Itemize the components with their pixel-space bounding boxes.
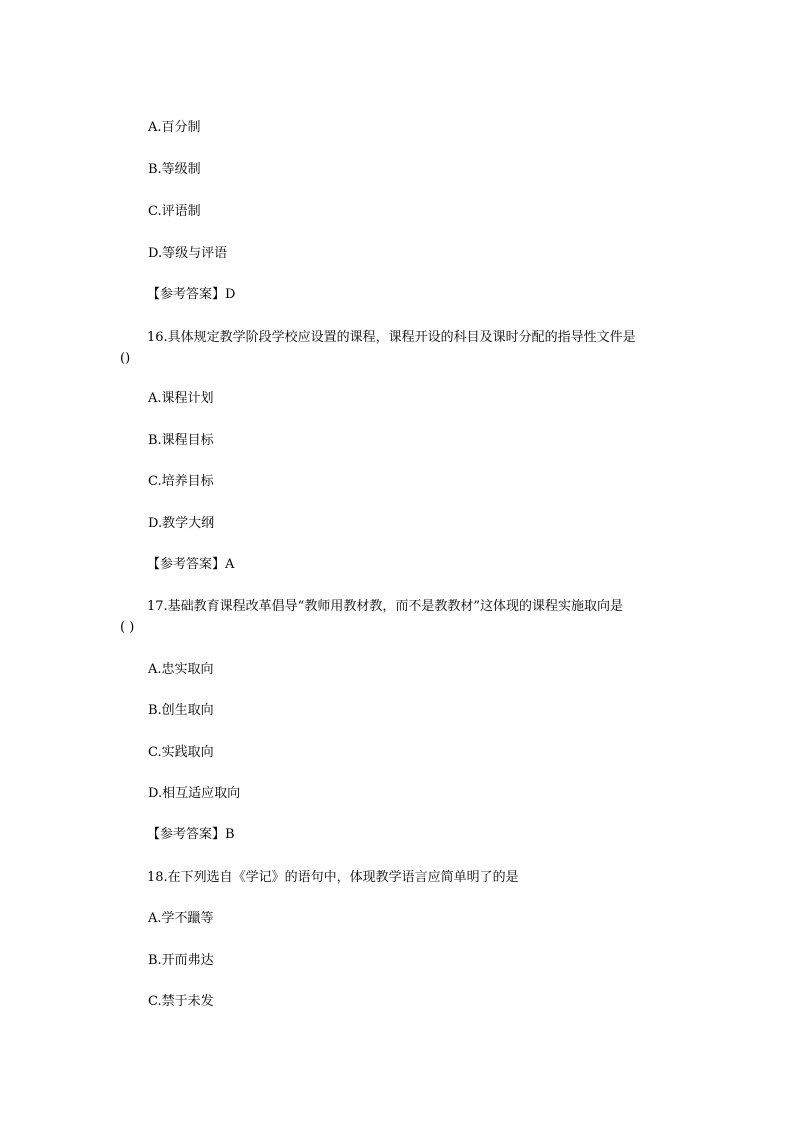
option-c: C.实践取向 (148, 745, 214, 760)
question-16-stem: 16.具体规定教学阶段学校应设置的课程，课程开设的科目及课时分配的指导性文件是 (147, 330, 636, 345)
question-17-stem-wrap: ( ) (120, 620, 135, 635)
option-a: A.课程计划 (148, 391, 214, 406)
option-b: B.课程目标 (148, 433, 214, 448)
answer: 【参考答案】A (147, 557, 235, 572)
option-c: C.评语制 (148, 204, 201, 219)
question-18-stem: 18.在下列选自《学记》的语句中，体现教学语言应简单明了的是 (147, 870, 519, 885)
option-a: A.百分制 (148, 120, 201, 135)
option-c: C.培养目标 (148, 474, 214, 489)
answer: 【参考答案】D (147, 287, 236, 302)
option-a: A.学不躐等 (148, 911, 214, 926)
option-d: D.教学大纲 (148, 516, 215, 531)
option-d: D.相互适应取向 (148, 786, 241, 801)
answer: 【参考答案】B (147, 827, 235, 842)
option-d: D.等级与评语 (148, 246, 228, 261)
option-c: C.禁于未发 (148, 994, 214, 1009)
question-16-stem-wrap: () (120, 351, 131, 366)
option-b: B.等级制 (148, 162, 201, 177)
option-b: B.开而弗达 (148, 953, 214, 968)
option-a: A.忠实取向 (148, 662, 214, 677)
option-b: B.创生取向 (148, 703, 214, 718)
question-17-stem: 17.基础教育课程改革倡导“教师用教材教，而不是教教材”这体现的课程实施取向是 (147, 599, 623, 614)
